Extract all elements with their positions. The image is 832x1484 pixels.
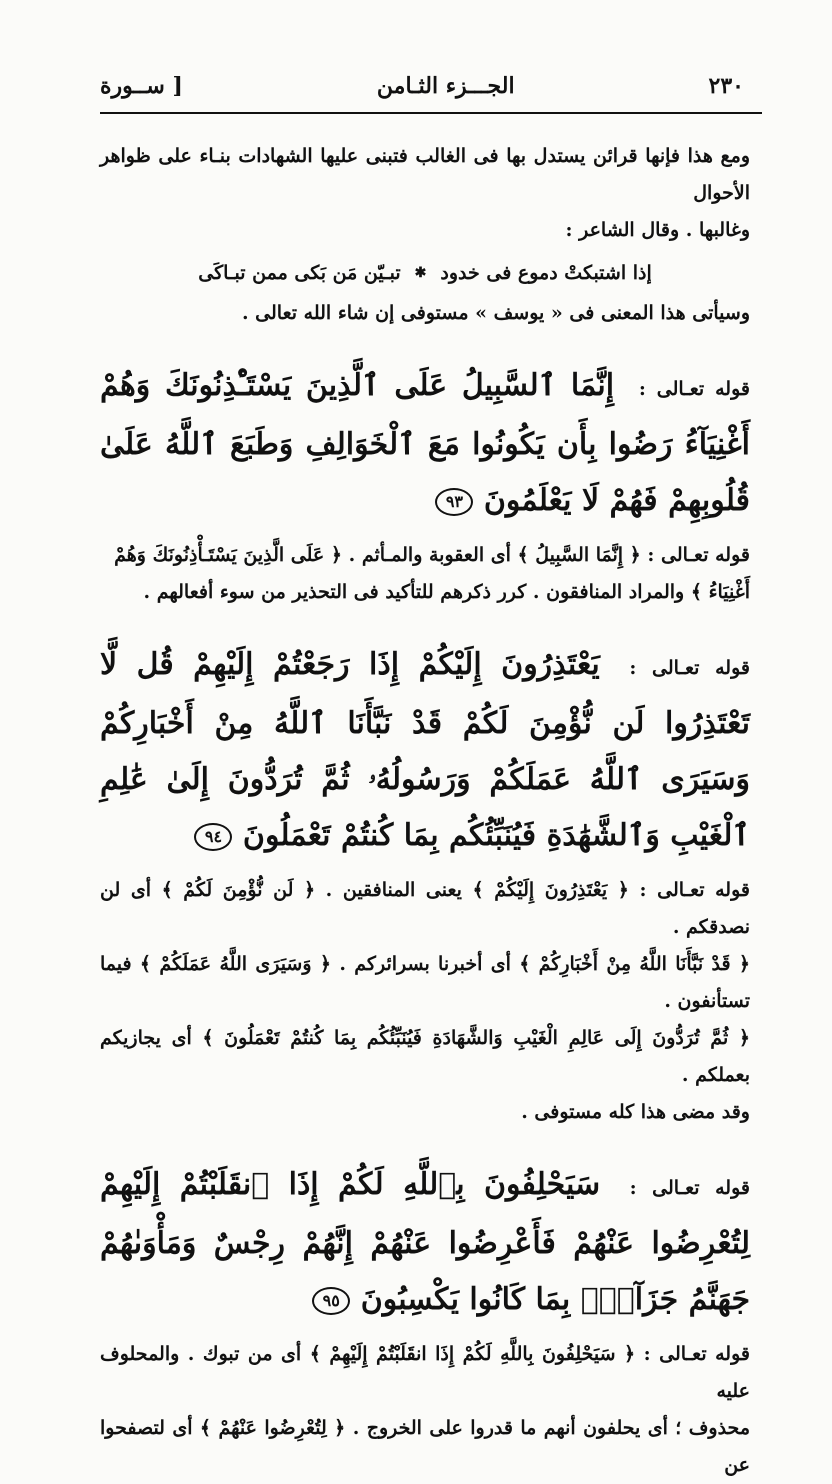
commentary — [100, 537, 750, 611]
verse-text: يَعْتَذِرُونَ إِلَيْكُمْ إِذَا رَجَعْتُمْ إِلَيْهِمْ قُل لَّا تَعْتَذِرُوا لَن نُّؤْمِنَ لَكُمْ قَدْ نَبَّأَنَا ٱللَّهُ مِنْ أَخْبَارِكُمْ وَسَيَرَى ٱللَّهُ عَمَلَكُمْ وَرَسُولُهُۥ ثُمَّ تُرَدُّونَ إِلَىٰ عَٰلِمِ ٱلْغَيْبِ وَٱلشَّهَٰدَةِ فَيُنَبِّئُكُم بِمَا كُنتُمْ تَعْمَلُونَ — [100, 647, 750, 853]
commentary — [100, 1336, 750, 1484]
commentary-line: قوله تعـالى : ﴿ يَعْتَذِرُونَ إِلَيْكُمْ ﴾ يعنى المنافقين . ﴿ لَن نُّؤْمِنَ لَكُمْ ﴾ أى لن نصدقكم . — [100, 879, 750, 938]
commentary-line: ﴿ ثُمَّ تُرَدُّونَ إِلَى عَالِمِ الْغَيْبِ وَالشَّهَادَةِ فَيُنَبِّئُكُم بِمَا كُنتُمْ تَعْمَلُونَ ﴾ أى يجازيكم بعملكم . — [100, 1027, 750, 1086]
page-header — [100, 66, 744, 106]
ayah-number-marker: ٩٤ — [194, 823, 232, 851]
commentary-line: ﴿ قَدْ نَبَّأَنَا اللَّهُ مِنْ أَخْبَارِكُمْ ﴾ أى أخبرنا بسرائركم . ﴿ وَسَيَرَى اللَّهُ عَمَلَكُمْ ﴾ فيما تستأنفون . — [100, 953, 750, 1012]
ayah-number-marker: ٩٣ — [435, 488, 473, 516]
star-separator-icon: ✱ — [414, 265, 427, 281]
commentary-line: محذوف ؛ أى يحلفون أنهم ما قدروا على الخروج . ﴿ لِتُعْرِضُوا عَنْهُمْ ﴾ أى لتصفحوا عن — [100, 1417, 750, 1476]
surah-marker: [ ســورة — [100, 73, 183, 99]
commentary — [100, 872, 750, 1131]
quran-verse — [100, 1157, 750, 1328]
verse-section-93 — [100, 358, 750, 611]
verse-lead: قوله تعـالى : — [629, 657, 750, 679]
page-number: ٢٣٠ — [708, 73, 744, 99]
page-body — [100, 138, 750, 1484]
verse-text: إِنَّمَا ٱلسَّبِيلُ عَلَى ٱلَّذِينَ يَسْتَـْٔذِنُونَكَ وَهُمْ أَغْنِيَآءُ رَضُوا بِأَن يَكُونُوا مَعَ ٱلْخَوَالِفِ وَطَبَعَ ٱللَّهُ عَلَىٰ قُلُوبِهِمْ فَهُمْ لَا يَعْلَمُونَ — [100, 368, 750, 518]
verse-text: سَيَحْلِفُونَ بِٱللَّهِ لَكُمْ إِذَا ٱنقَلَبْتُمْ إِلَيْهِمْ لِتُعْرِضُوا عَنْهُمْ فَأَعْرِضُوا عَنْهُمْ إِنَّهُمْ رِجْسٌ وَمَأْوَىٰهُمْ جَهَنَّمُ جَزَآءًۢ بِمَا كَانُوا يَكْسِبُونَ — [100, 1167, 750, 1317]
commentary-line: قوله تعـالى : ﴿ إِنَّمَا السَّبِيلُ ﴾ أى العقوبة والمـأثم . ﴿ عَلَى الَّذِينَ يَسْتَـأْذِنُونَكَ وَهُمْ — [114, 544, 750, 566]
header-rule — [100, 112, 762, 114]
verse-lead: قوله تعـالى : — [638, 378, 750, 400]
intro-line-3: وسيأتى هذا المعنى فى « يوسف » مستوفى إن شاء الله تعالى . — [241, 302, 750, 324]
quran-verse — [100, 358, 750, 529]
verse-section-95 — [100, 1157, 750, 1484]
commentary-line: قوله تعـالى : ﴿ سَيَحْلِفُونَ بِاللَّهِ لَكُمْ إِذَا انقَلَبْتُمْ إِلَيْهِمْ ﴾ أى من تبوك . والمحلوف عليه — [100, 1343, 750, 1402]
part-title: الجـــزء الثـامن — [376, 73, 515, 99]
commentary-line: أَغْنِيَاءُ ﴾ والمراد المنافقون . كرر ذكرهم للتأكيد فى التحذير من سوء أفعالهم . — [143, 581, 750, 603]
ayah-number-marker: ٩٥ — [312, 1287, 350, 1315]
poem-hemistich-right: إذا اشتبكتْ دموع فى خدود — [440, 262, 652, 284]
intro-line-1: ومع هذا فإنها قرائن يستدل بها فى الغالب فتبنى عليها الشهادات بنـاء على ظواهر الأحوال — [100, 145, 750, 204]
poem-hemistich-left: تبـيّن مَن بَكى ممن تبـاكَى — [198, 262, 401, 284]
commentary-line: وقد مضى هذا كله مستوفى . — [521, 1101, 750, 1123]
verse-section-94 — [100, 637, 750, 1131]
quran-verse — [100, 637, 750, 864]
poem-verse — [100, 253, 750, 293]
verse-lead: قوله تعـالى : — [629, 1177, 750, 1199]
intro-line-2: وغالبها . وقال الشاعر : — [565, 219, 750, 241]
